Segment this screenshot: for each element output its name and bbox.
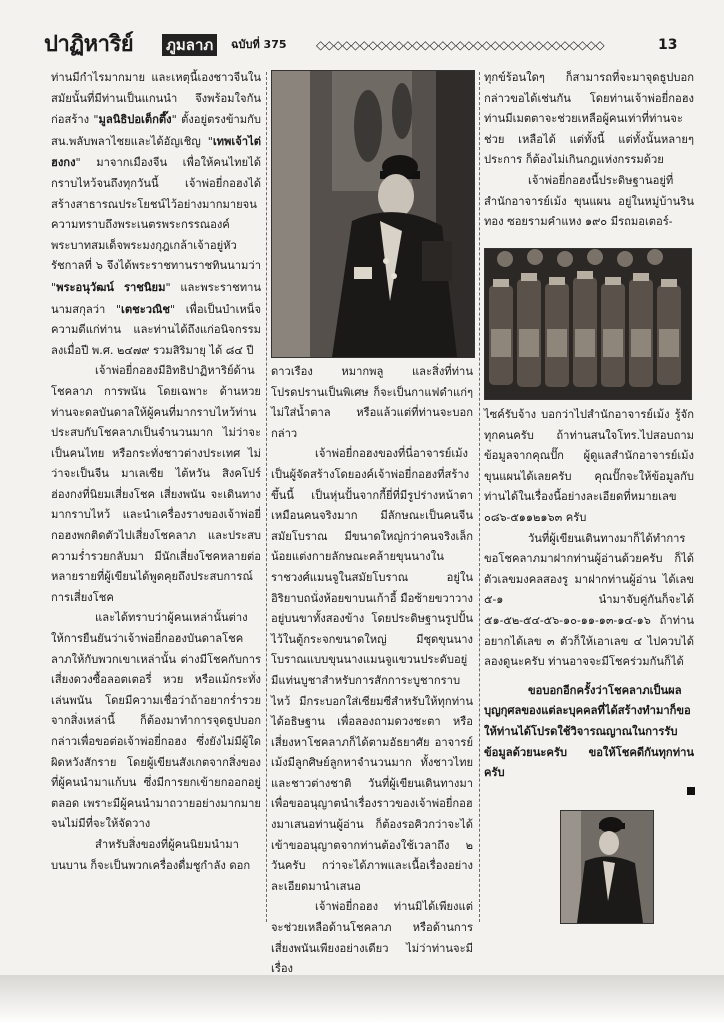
bottles-image <box>485 249 691 399</box>
column-1 <box>51 68 261 876</box>
column-divider <box>266 72 267 922</box>
deity-name: เทพเจ้าไต่ฮงกง <box>51 133 261 170</box>
paragraph: ไซค์รับจ้าง บอกว่าไปสำนักอาจารย์เม้ง รู้จักทุกคนครับ ถ้าท่านสนใจโทร.ไปสอบถามข้อมูลจากคุณปั๊ก ผู้ดูแลสำนักอาจารย์เม้งขุนแผนได้เลยครับ คุณปั๊กจะให้ข้อมูลกับท่านได้ในเรื่องนี้อย่างละเอียดที่หมายเลข ๐๘๖-๕๑๑๒๑๖๓ ครับ <box>484 408 694 524</box>
column-3-continued <box>484 405 694 783</box>
small-statue-photo <box>560 810 654 924</box>
header-ornament: ◇◇◇◇◇◇◇◇◇◇◇◇◇◇◇◇◇◇◇◇◇◇◇◇◇◇◇◇◇◇◇◇◇ <box>316 38 605 52</box>
column-divider <box>479 72 480 922</box>
surname: เตชะวณิช <box>121 301 170 316</box>
page-number: 13 <box>658 37 678 53</box>
royal-title: พระอนุวัฒน์ ราชนิยม <box>56 279 166 294</box>
closing-paragraph: ขอบอกอีกครั้งว่าโชคลาภเป็นผลบุญกุศลของแต่ละบุคคลที่ได้สร้างทำมาก็ขอให้ท่านได้โปรดใช้วิจารณญาณในการรับข้อมูลด้วยนะครับ ขอให้โชคดีกันทุกท่านครับ <box>484 682 694 780</box>
paragraph: ดาวเรือง หมากพลู และสิ่งที่ท่านโปรดปรานเป็นพิเศษ ก็จะเป็นกาแฟดำแก่ๆ ไม่ใส่น้ำตาล หรือแล้วแต่ที่ท่านจะบอกกล่าว <box>271 365 473 440</box>
paragraph: เจ้าพ่อยี่กอฮงนี้ประดิษฐานอยู่ที่สำนักอาจารย์เม้ง ขุนแผน อยู่ในหมู่บ้านรินทอง ซอยรามคำแหง ๑๙๐ มีรถมอเตอร์- <box>484 173 694 229</box>
foundation-name: มูลนิธิปอเต็กตึ๊ง <box>98 112 172 127</box>
paragraph: ทุกข์ร้อนใดๆ ก็สามารถที่จะมาจุดธูปบอกกล่าวขอได้เช่นกัน โดยท่านเจ้าพ่อยี่กอฮงท่านมีเมตตาจะช่วยเหลือผู้คนเท่าที่ท่านจะช่วย เหลือได้ แต่ทั้งนี้ แต่ทั้งนั้นหลายๆประการ ก็ต้องไม่เกินกฎแห่งกรรมด้วย <box>484 71 694 167</box>
statue-image <box>272 71 474 357</box>
paragraph: วันที่ผู้เขียนเดินทางมาก็ได้ทำการขอโชคลาภมาฝากท่านผู้อ่านด้วยครับ ก็ได้ตัวเลขมงคลสองรู มาฝากท่านผู้อ่าน ได้เลข ๕-๑ นำมาจับคู่กันก็จะได้ ๕๑-๕๒-๕๔-๕๖-๑๐-๑๑-๑๓-๑๔-๑๖ ถ้าท่านอยากได้เลข ๓ ตัวก็ให้เอาเลข ๔ ไปควบได้ลองดูนะครับ ท่านอาจจะมีโชคร่วมกันก็ได้ <box>484 531 694 669</box>
paragraph: เจ้าพ่อยี่กอฮงมีอิทธิปาฏิหาริย์ด้านโชคลาภ การพนัน โดยเฉพาะ ด้านหวย ท่านจะดลบันดาลให้ผู้คนที่มากราบไหว้ท่านประสบกับโชคลาภเป็นจำนวนมาก ไม่ว่าจะเป็นคนไทย หรือกระทั่งชาวต่างประเทศ ไม่ว่าจะเป็นจีน มาเลเซีย ไต้หวัน สิงคโปร์ ฮ่องกงที่นิยมเสี่ยงโชค เสี่ยงพนัน จะเดินทางมากราบไหว้ และนำเครื่องรางของเจ้าพ่อยี่กอฮงพกติดตัวไปเสี่ยงโชคลาภ และประสบความร่ำรวยกลับมา มีนักเสี่ยงโชคหลายต่อหลายรายที่ผู้เขียนได้พูดคุยถึงประสบการณ์การเสี่ยงโชค <box>51 364 261 604</box>
magazine-title: ปาฏิหาริย์ <box>44 32 134 57</box>
scan-margin <box>0 975 724 1024</box>
page-header <box>44 30 694 60</box>
paragraph: สำหรับสิ่งของที่ผู้คนนิยมนำมาบนบาน ก็จะเป็นพวกเครื่องดื่มชูกำลัง ดอก <box>51 837 251 872</box>
paragraph: ท่านมีกำไรมากมาย และเหตุนี้เองชาวจีนในสมัยนั้นที่มีท่านเป็นแกนนำ จึงพร้อมใจกันก่อสร้าง "มูลนิธิปอเต็กตึ๊ง" ตั้งอยู่ตรงข้ามกับ สน.พลับพลาไชยและได้อัญเชิญ "เทพเจ้าไต่ฮงกง" มาจากเมืองจีน เพื่อให้คนไทยได้กราบไหว้จนถึงทุกวันนี้ เจ้าพ่อยี่กอฮงได้สร้างสาธารณประโยชน์ไว้อย่างมากมายจนความทราบถึงพระเนตรพระกรรณองค์พระบาทสมเด็จพระมงกุฎเกล้าเจ้าอยู่หัว รัชกาลที่ ๖ จึงได้พระราชทานราชทินนามว่า "พระอนุวัฒน์ ราชนิยม" และพระราชทานนามสกุลว่า "เตชะวณิช" เพื่อเป็นบำเหน็จความดีแก่ท่าน และท่านได้ถึงแก่อนิจกรรมลงเมื่อปี พ.ศ. ๒๔๗๙ รวมสิริมายุ ได้ ๘๔ ปี <box>51 71 262 357</box>
end-of-article-mark <box>687 787 695 795</box>
statue-photo <box>271 70 475 358</box>
section-title: ภูมลาภ <box>162 34 217 56</box>
issue-number: ฉบับที่ 375 <box>231 38 287 51</box>
bottles-photo <box>484 248 692 400</box>
paragraph: และได้ทราบว่าผู้คนเหล่านั้นต่างให้การยืนยันว่าเจ้าพ่อยี่กอฮงบันดาลโชคลาภให้กับพวกเขาเหล่านั้น ต่างมีโชคกับการเสี่ยงดวงซื้อลอตเตอรี่ หวย หรือแม้กระทั่งเล่นพนัน โดยมีความเชื่อว่าถ้าอยากร่ำรวยจากสิ่งเหล่านี้ ก็ต้องมาทำการจุดธูปบอกกล่าวเพื่อขอต่อเจ้าพ่อยี่กอฮง ซึ่งยังไม่มีผู้ใดผิดหวังสักราย โดยผู้เขียนสังเกตจากสิ่งของที่ผู้คนนำมาแก้บน ซึ่งมีการยกเข้ายกออกอยู่ตลอด เพราะมีผู้คนนำมาถวายอย่างมากมายจนไม่มีที่จะให้จัดวาง <box>51 611 261 831</box>
paragraph: เจ้าพ่อยี่กอฮงของที่นี่อาจารย์เม้งเป็นผู้จัดสร้างโดยองค์เจ้าพ่อยี่กอฮงที่สร้างขึ้นนี้ เป็นหุ่นปั้นจากกี้ยี่ที่มีรูปร่างหน้าตาเหมือนคนจริงมาก มีลักษณะเป็นคนจีนสมัยโบราณ มีขนาดใหญ่กว่าคนจริงเล็กน้อยแต่งกายลักษณะคล้ายขุนนางในราชวงศ์แมนจูในสมัยโบราณ อยู่ในอิริยาบถนั่งห้อยขาบนเก้าอี้ มือซ้ายขวาวางอยู่บนขาทั้งสองข้าง โดยประดิษฐานรูปปั้นไว้ในตู้กระจกขนาดใหญ่ มีชุดขุนนางโบราณแบบขุนนางแมนจูแขวนประดับอยู่ มีแท่นบูชาสำหรับการสักการะบูชากราบไหว้ มีกระบอกใส่เซียมซีสำหรับให้ทุกท่านได้อธิษฐาน เพื่อลองถามดวงชะตา หรือเสี่ยงหาโชคลาภก็ได้ตามอัธยาศัย อาจารย์เม้งมีลูกศิษย์ลูกหาจำนวนมาก ทั้งชาวไทย และชาวต่างชาติ วันที่ผู้เขียนเดินทางมาเพื่อขออนุญาตนำเรื่องราวของเจ้าพ่อยี่กอฮงมาเสนอท่านผู้อ่าน ก็ต้องรอคิวกว่าจะได้เข้าขออนุญาตจากท่านต้องใช้เวลาถึง ๒ วันครับ กว่าจะได้ภาพและเนื้อเรื่องอย่างละเอียดมานำเสนอ <box>271 447 473 893</box>
paragraph: เจ้าพ่อยี่กอฮง ท่านมิได้เพียงแต่จะช่วยเหลือด้านโชคลาภ หรือด้านการเสี่ยงพนันเพียงอย่างเดียว ไม่ว่าท่านจะมีเรื่อง <box>271 900 473 976</box>
column-3 <box>484 68 694 233</box>
column-2 <box>271 362 473 980</box>
small-statue-image <box>561 811 653 923</box>
